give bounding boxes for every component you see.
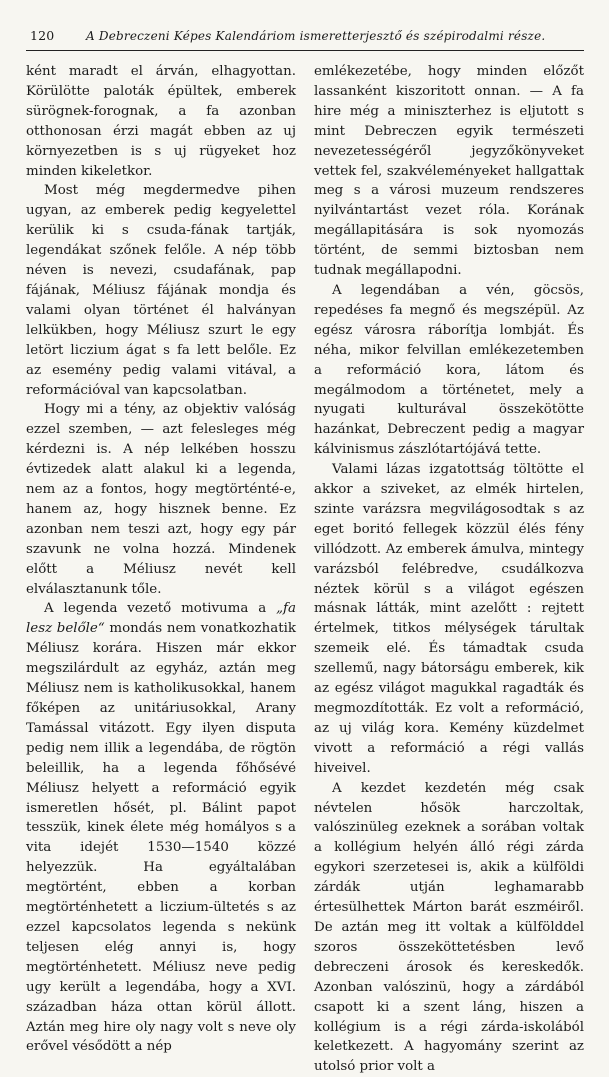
paragraph-text: A legenda vezető motivuma a [44,601,277,617]
paragraph: A kezdet kezdetén még csak névtelen hősök harczoltak, valószinüleg ezeknek a sorában voltak a kollégium helyén álló régi zárda egykori szerzetesei is, akik a külföldi zárdák utján leghamarabb értesülhettek Márton barát eszméiről. De aztán meg itt voltak a külfölddel szoros összeköttetésben levő debreczeni árosok és kereskedők. Azonban valószinü, hogy a zárdából csapott ki a szent láng, hiszen a kollégium is a régi zárda-iskolából keletkezett. A hagyomány szerint az utolsó prior volt a [314,780,584,1075]
paragraph: Valami lázas izgatottság töltötte el akkor a sziveket, az elmék hirtelen, szinte varázsra megvilágosodtak s az eget boritó fellegek közzül élés fény villódzott. Az emberek ámulva, mintegy varázsból felébredve, csudálkozva néztek körül s a világot egészen másnak látták, mint azelőtt : rejtett értelmek, titkos mélységek tárultak szemeik elé. És támadtak csuda szellemű, nagy bátorságu emberek, kik az egész világot magukkal ragadták és megmozdították. Ez volt a reformáció, az uj világ kora. Kemény küzdelmet vivott a reformáció a régi vallás hiveivel. [314,462,584,776]
page-header [30,28,590,43]
right-column [314,62,584,1077]
header-rule [26,50,584,51]
paragraph: Hogy mi a tény, az objektiv valóság ezzel szemben, — azt felesleges még kérdezni is. A nép lelkében hosszu évtizedek alatt alakul ki a legenda, nem az a fontos, hogy megtörténté-e, hanem az, hogy hisznek benne. Ez azonban nem teszi azt, hogy egy pár szavunk ne volna hozzá. Mindenek előtt a Méliusz nevét kell elválasztanunk tőle. [26,402,296,597]
paragraph [26,599,296,1057]
left-column [26,62,296,1057]
paragraph: emlékezetébe, hogy minden előzőt lassanként kiszoritott onnan. — A fa hire még a miniszterhez is eljutott s mint Debreczen egyik természeti nevezetességéről jegyzőkönyveket vettek fel, szakvéleményeket hallgattak meg s a városi muzeum rendszeres nyilvántartást vezet róla. Korának megállapitására is sok nyomozás történt, de semmi biztosban nem tudnak megállapodni. [314,64,584,279]
paragraph-text: mondás nem vonatkozhatik Méliusz korára. Hiszen már ekkor megszilárdult az egyház, aztán meg Méliusz nem is katholikusokkal, hanem főképen az unitáriusokkal, Arany Tamással vitázott. Egy ilyen disputa pedig nem illik a legendába, de rögtön beleillik, ha a legenda főhősévé Méliusz helyett a reformáció egyik ismeretlen hősét, pl. Bálint papot tesszük, kinek élete még homályos s a vita idejét 1530—1540 közzé helyezzük. Ha egyáltalában megtörtént, ebben a korban megtörténhetett a liczium-ültetés s az ezzel kapcsolatos legenda s nekünk teljesen elég annyi is, hogy megtörténhetett. Méliusz neve pedig ugy került a legendába, hogy a XVI. században háza ottan körül állott. Aztán meg hire oly nagy volt s neve oly erővel vésődött a nép [26,621,296,1055]
quoted-phrase: „fa lesz belőle“ [26,601,296,637]
paragraph: A legendában a vén, göcsös, repedéses fa megnő és megszépül. Az egész városra ráborítja lombját. És néha, mikor felvillan emlékezetemben a reformáció kora, látom és megálmodom a történetet, mely a nyugati kulturával összekötötte hazánkat, Debreczent pedig a magyar kálvinismus zászlótartójává tette. [314,282,584,458]
running-title: A Debreczeni Képes Kalendáriom ismeretterjesztő és szépirodalmi része. [86,29,546,43]
page-number: 120 [30,28,55,43]
paragraph: Most még megdermedve pihen ugyan, az emberek pedig kegyelettel kerülik ki s csuda-fának tartják, legendákat szőnek felőle. A nép több néven is nevezi, csudafának, pap fájának, Méliusz fájának mondja és valami olyan történet él halványan lelkükben, hogy Méliusz szurt le egy letört liczium ágat s fa lett belőle. Ez az esemény pedig valami vitával, a reformációval van kapcsolatban. [26,183,296,398]
paragraph: ként maradt el árván, elhagyottan. Körülötte paloták épültek, emberek sürögnek-forognak, a fa azonban otthonosan érzi magát ebben az uj környezetben is s uj rügyeket hoz minden kikeletkor. [26,64,296,179]
